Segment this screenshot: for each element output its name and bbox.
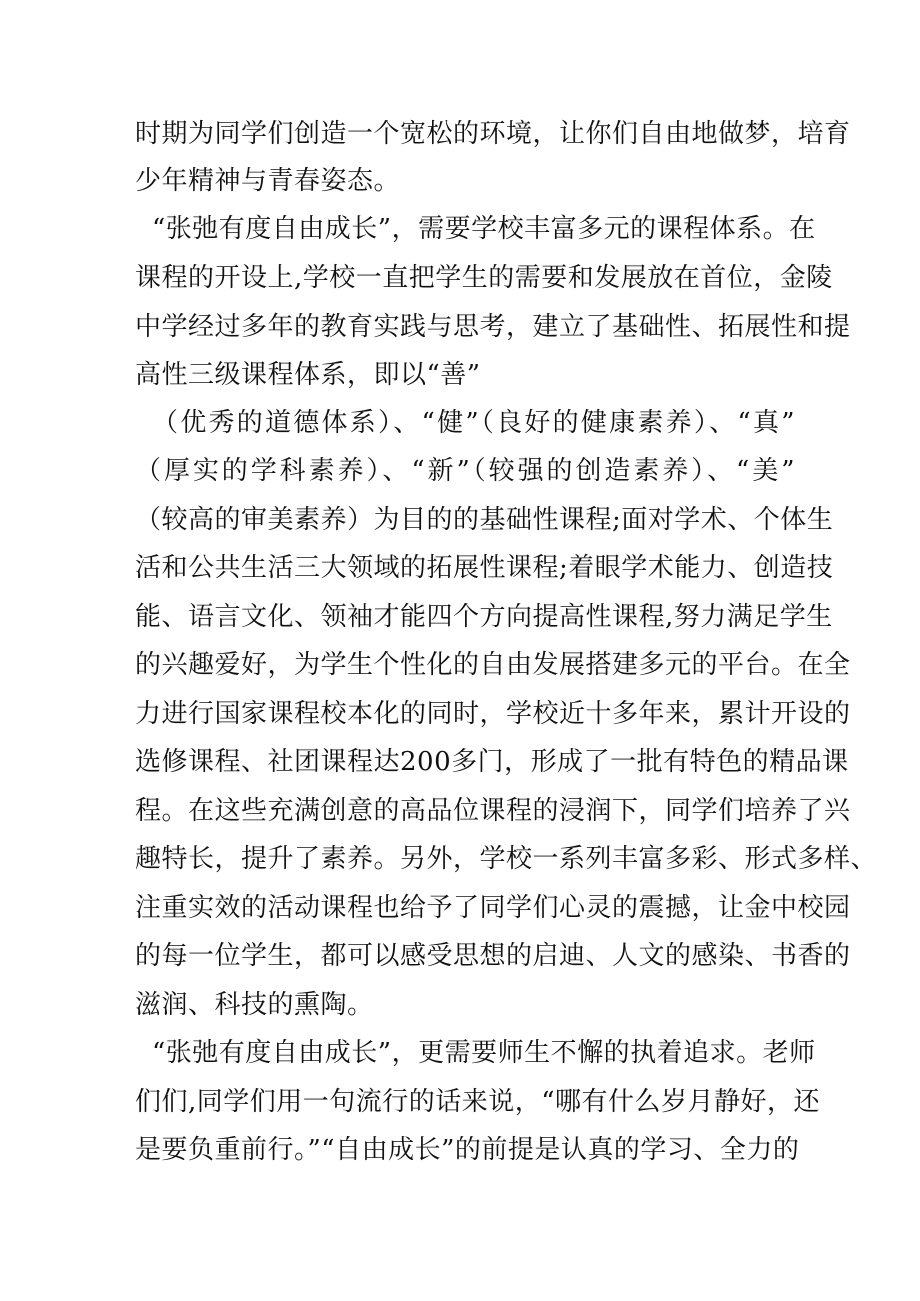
text-line: 滋润、科技的熏陶。 xyxy=(135,990,374,1020)
text-line: 选修课程、社团课程达200多门，形成了一批有特色的精品课 xyxy=(135,747,849,777)
text-line: 是要负重前行。”“自由成长”的前提是认真的学习、全力的 xyxy=(135,1135,800,1165)
text-line: 注重实效的活动课程也给予了同学们心灵的震撼，让金中校园 xyxy=(135,893,851,923)
text-line: 程。在这些充满创意的高品位课程的浸润下，同学们培养了兴 xyxy=(135,796,851,826)
text-line: 力进行国家课程校本化的同时，学校近十多年来，累计开设的 xyxy=(135,699,851,729)
text-line: 活和公共生活三大领域的拓展性课程;着眼学术能力、创造技 xyxy=(135,553,834,583)
text-line: 少年精神与青春姿态。 xyxy=(135,166,401,196)
text-line: 的每一位学生，都可以感受思想的启迪、人文的感染、书香的 xyxy=(135,941,851,971)
text-line: 时期为同学们创造一个宽松的环境，让你们自由地做梦，培育 xyxy=(135,119,851,149)
paragraph-start-line: “张弛有度自由成长”，更需要师生不懈的执着追求。老师 xyxy=(152,1038,816,1068)
text-line: 中学经过多年的教育实践与思考，建立了基础性、拓展性和提 xyxy=(135,312,851,342)
text-line: 课程的开设上,学校一直把学生的需要和发展放在首位，金陵 xyxy=(135,263,833,293)
text-line: 的兴趣爱好，为学生个性化的自由发展搭建多元的平台。在全 xyxy=(135,650,851,680)
text-line: 能、语言文化、领袖才能四个方向提高性课程,努力满足学生 xyxy=(135,602,833,632)
paragraph-start-line: “张弛有度自由成长”，需要学校丰富多元的课程体系。在 xyxy=(152,214,816,244)
text-line: （较高的审美素养）为目的的基础性课程;面对学术、个体生 xyxy=(135,505,834,535)
text-line: 趣特长，提升了素养。另外，学校一系列丰富多彩、形式多样、 xyxy=(135,844,878,874)
text-line: 们们,同学们用一句流行的话来说，“哪有什么岁月静好，还 xyxy=(135,1087,821,1117)
text-line: （厚实的学科素养）、“新”（较强的创造素养）、“美” xyxy=(135,456,795,486)
text-line: 高性三级课程体系，即以“善” xyxy=(135,360,481,390)
text-line: （优秀的道德体系）、“健”（良好的健康素养）、“真” xyxy=(152,408,795,438)
